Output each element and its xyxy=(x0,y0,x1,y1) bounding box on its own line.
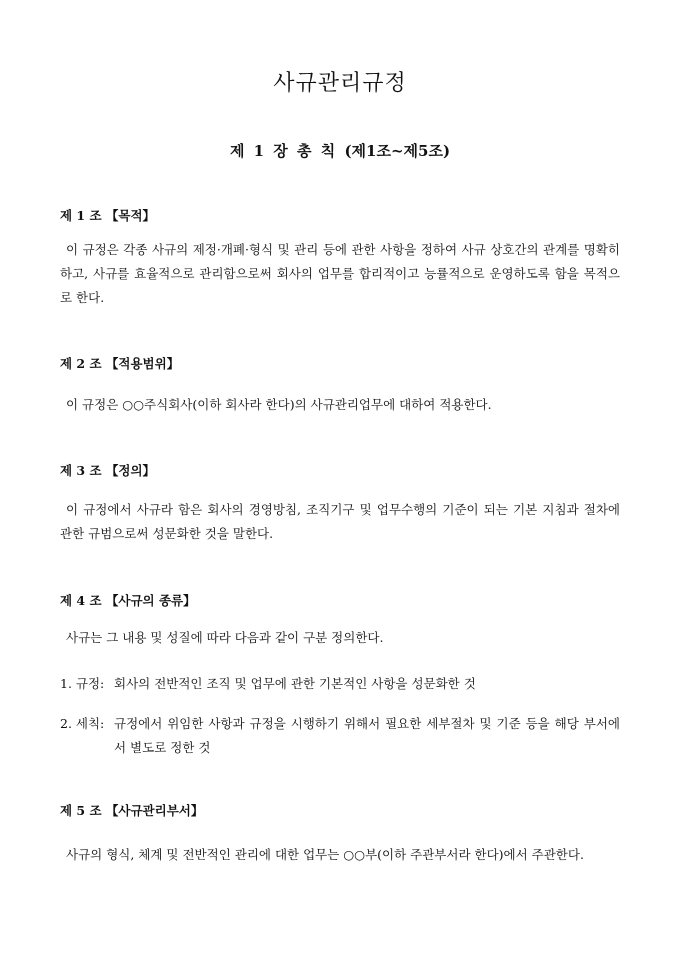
article-4-heading: 제 4 조 【사규의 종류】 xyxy=(60,593,196,608)
article-2-heading: 제 2 조 【적용범위】 xyxy=(60,356,180,371)
article-5-heading-block xyxy=(60,801,620,819)
article-4-heading-block xyxy=(60,591,620,609)
article-4-item-1-block xyxy=(60,672,620,696)
list-item-text: 규정에서 위임한 사항과 규정을 시행하기 위해서 필요한 세부절차 및 기준 등을 해당 부서에서 별도로 정한 것 xyxy=(114,716,620,755)
article-4-body: 사규는 그 내용 및 성질에 따라 다음과 같이 구분 정의한다. xyxy=(66,630,384,645)
list-item xyxy=(60,712,620,760)
list-item-marker: 1. 규정: xyxy=(60,676,105,691)
article-3-heading: 제 3 조 【정의】 xyxy=(60,463,156,478)
document-title: 사규관리규정 xyxy=(273,71,407,96)
article-3-body-block xyxy=(60,498,620,546)
article-1-heading-block xyxy=(60,206,620,224)
article-5-heading: 제 5 조 【사규관리부서】 xyxy=(60,803,204,818)
article-1-body: 이 규정은 각종 사규의 제정·개폐·형식 및 관리 등에 관한 사항을 정하여 사규 상호간의 관계를 명확히 하고, 사규를 효율적으로 관리함으로써 회사의 업무를 합리적이고 능률적으로 운영하도록 함을 목적으로 한다. xyxy=(60,242,620,305)
article-5-body-block xyxy=(60,843,620,867)
article-2-body-block xyxy=(60,393,620,417)
list-item xyxy=(60,672,620,696)
chapter-title: 제 1 장 총 칙 (제1조~제5조) xyxy=(229,142,451,160)
article-4-body-block xyxy=(60,626,620,650)
list-item-marker: 2. 세칙: xyxy=(60,716,105,731)
article-2-heading-block xyxy=(60,354,620,372)
article-1-body-block xyxy=(60,238,620,310)
article-5-body: 사규의 형식, 체계 및 전반적인 관리에 대한 업무는 ○○부(이하 주관부서라 한다)에서 주관한다. xyxy=(66,847,584,862)
article-2-body: 이 규정은 ○○주식회사(이하 회사라 한다)의 사규관리업무에 대하여 적용한다. xyxy=(66,397,492,412)
article-4-item-2-block xyxy=(60,712,620,760)
list-item-text: 회사의 전반적인 조직 및 업무에 관한 기본적인 사항을 성문화한 것 xyxy=(114,676,476,691)
article-3-body: 이 규정에서 사규라 함은 회사의 경영방침, 조직기구 및 업무수행의 기준이 되는 기본 지침과 절차에 관한 규범으로써 성문화한 것을 말한다. xyxy=(60,502,620,541)
article-3-heading-block xyxy=(60,461,620,479)
article-1-heading: 제 1 조 【목적】 xyxy=(60,208,156,223)
